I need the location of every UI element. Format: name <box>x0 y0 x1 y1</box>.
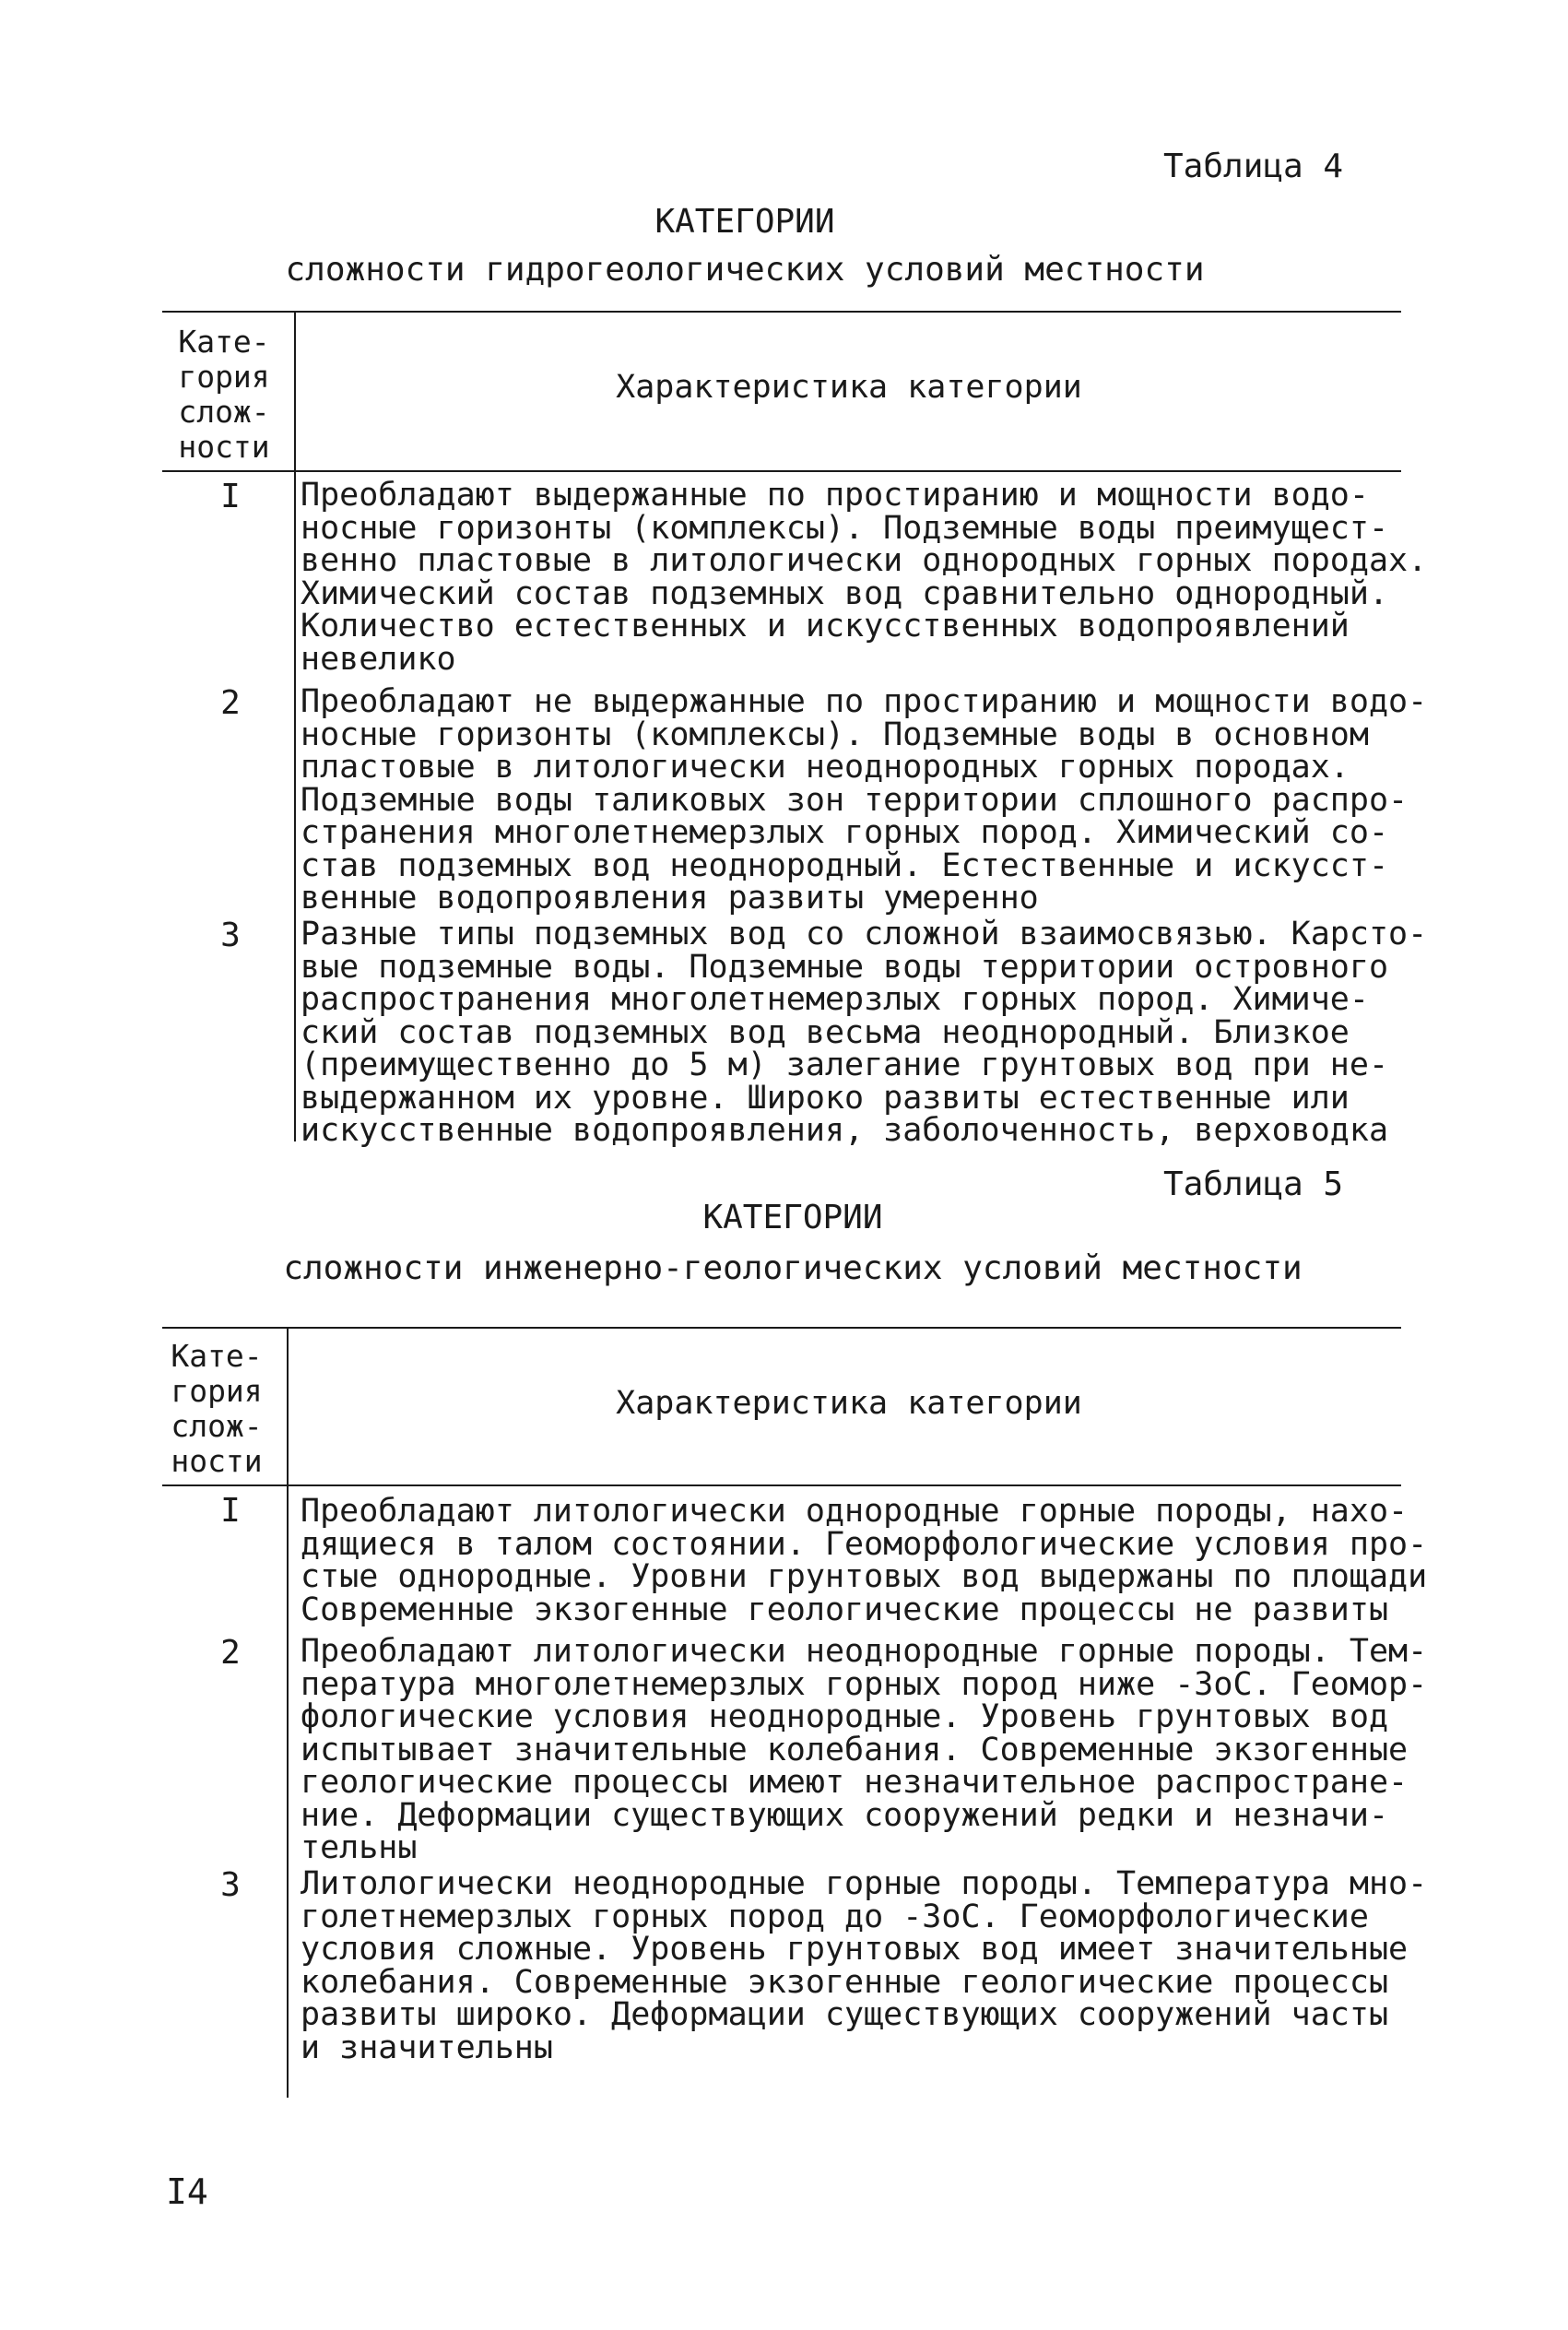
table5-row-text <box>301 1865 1428 2066</box>
text-line: распространения многолетнемерзлых горных пород. Химиче- <box>301 981 1369 1018</box>
text-line: выдержанном их уровне. Широко развиты естественные или <box>301 1079 1350 1117</box>
table5-header-rule <box>162 1484 1401 1486</box>
text-line: пластовые в литологически неоднородных горных породах. <box>301 749 1350 786</box>
table5-title: КАТЕГОРИИ <box>702 1199 883 1236</box>
table5-header-characteristic: Характеристика категории <box>616 1385 1082 1422</box>
header-category-line: ности <box>171 1443 263 1479</box>
table4-row-number: I <box>220 478 241 515</box>
text-line: искусственные водопроявления, заболоченность, верховодка <box>301 1112 1389 1149</box>
table4-row-text <box>301 683 1428 917</box>
text-line: носные горизонты (комплексы). Подземные воды преимущест- <box>301 509 1389 547</box>
table4-row-number: 3 <box>220 917 241 954</box>
text-line: и значительны <box>301 2028 553 2066</box>
table4-label: Таблица 4 <box>1163 148 1344 185</box>
header-category-line: гория <box>171 1373 263 1409</box>
text-line: колебания. Современные экзогенные геологические процессы <box>301 1963 1389 2001</box>
text-line: невелико <box>301 640 456 678</box>
table5-row-number: 2 <box>220 1634 241 1672</box>
table5-subtitle: сложности инженерно-геологических условий местности <box>283 1249 1303 1287</box>
text-line: Преобладают литологически неоднородные горные породы. Тем- <box>301 1633 1428 1670</box>
text-line: геологические процессы имеют незначительное распростране- <box>301 1764 1409 1801</box>
text-line: условия сложные. Уровень грунтовых вод имеет значительные <box>301 1931 1409 1968</box>
table4-header-category <box>155 325 293 465</box>
page-number: I4 <box>166 2171 208 2212</box>
text-line: ние. Деформации существующих сооружений редки и незначи- <box>301 1796 1389 1834</box>
text-line: дящиеся в талом состоянии. Геоморфологические условия про- <box>301 1525 1428 1563</box>
header-category-line: слож- <box>171 1408 263 1444</box>
text-line: стые однородные. Уровни грунтовых вод выдержаны по площади <box>301 1558 1428 1595</box>
table5-row-text <box>301 1493 1428 1628</box>
table4-row-text <box>301 479 1427 676</box>
text-line: Подземные воды таликовых зон территории сплошного распро- <box>301 781 1409 819</box>
text-line: Разные типы подземных вод со сложной взаимосвязью. Карсто- <box>301 916 1428 952</box>
text-line: Преобладают не выдержанные по простиранию и мощности водо- <box>301 683 1428 720</box>
text-line: фологические условия неоднородные. Уровень грунтовых вод <box>301 1698 1389 1735</box>
table4-header-characteristic: Характеристика категории <box>616 369 1082 406</box>
table4-header-rule <box>162 470 1401 472</box>
table5-column-divider <box>287 1327 289 2098</box>
table5-row-number: I <box>220 1492 241 1530</box>
text-line: Преобладают литологически однородные горные породы, нахо- <box>301 1493 1409 1530</box>
text-line: Преобладают выдержанные по простиранию и мощности водо- <box>301 477 1369 514</box>
table4-subtitle: сложности гидрогеологических условий местности <box>285 251 1205 289</box>
text-line: тельны <box>301 1829 418 1866</box>
header-category-line: Кате- <box>171 1338 263 1374</box>
text-line: вые подземные воды. Подземные воды территории островного <box>301 948 1389 986</box>
text-line: Литологически неоднородные горные породы. Температура мно- <box>301 1865 1428 1902</box>
text-line: (преимущественно до 5 м) залегание грунтовых вод при не- <box>301 1047 1389 1083</box>
text-line: развиты широко. Деформации существующих сооружений часты <box>301 1996 1389 2033</box>
table4-column-divider <box>294 311 296 1141</box>
text-line: ский состав подземных вод весьма неоднородный. Близкое <box>301 1013 1350 1051</box>
table4-top-rule <box>162 311 1401 313</box>
table5-top-rule <box>162 1327 1401 1329</box>
table4-row-number: 2 <box>220 684 241 722</box>
text-line: венно пластовые в литологически однородных горных породах. <box>301 542 1428 579</box>
text-line: голетнемерзлых горных пород до -3оС. Геоморфологические <box>301 1898 1369 1935</box>
text-line: странения многолетнемерзлых горных пород. Химический со- <box>301 814 1389 851</box>
table5-row-text <box>301 1633 1428 1866</box>
table5-header-category <box>147 1339 286 1479</box>
header-category-line: ности <box>178 429 270 465</box>
table4-title: КАТЕГОРИИ <box>654 203 835 241</box>
table5-label: Таблица 5 <box>1163 1165 1344 1203</box>
table4-row-text <box>301 918 1427 1148</box>
text-line: венные водопроявления развиты умеренно <box>301 880 1039 917</box>
text-line: испытывает значительные колебания. Современные экзогенные <box>301 1731 1409 1768</box>
text-line: Количество естественных и искусственных водопроявлений <box>301 608 1350 645</box>
text-line: носные горизонты (комплексы). Подземные воды в основном <box>301 716 1369 753</box>
text-line: став подземных вод неоднородный. Естественные и искусст- <box>301 846 1389 884</box>
header-category-line: Кате- <box>178 324 270 360</box>
header-category-line: гория <box>178 359 270 395</box>
text-line: Современные экзогенные геологические процессы не развиты <box>301 1591 1389 1628</box>
table5-row-number: 3 <box>220 1866 241 1904</box>
text-line: пература многолетнемерзлых горных пород ниже -3оС. Геомор- <box>301 1665 1428 1703</box>
header-category-line: слож- <box>178 394 270 430</box>
text-line: Химический состав подземных вод сравнительно однородный. <box>301 574 1389 612</box>
